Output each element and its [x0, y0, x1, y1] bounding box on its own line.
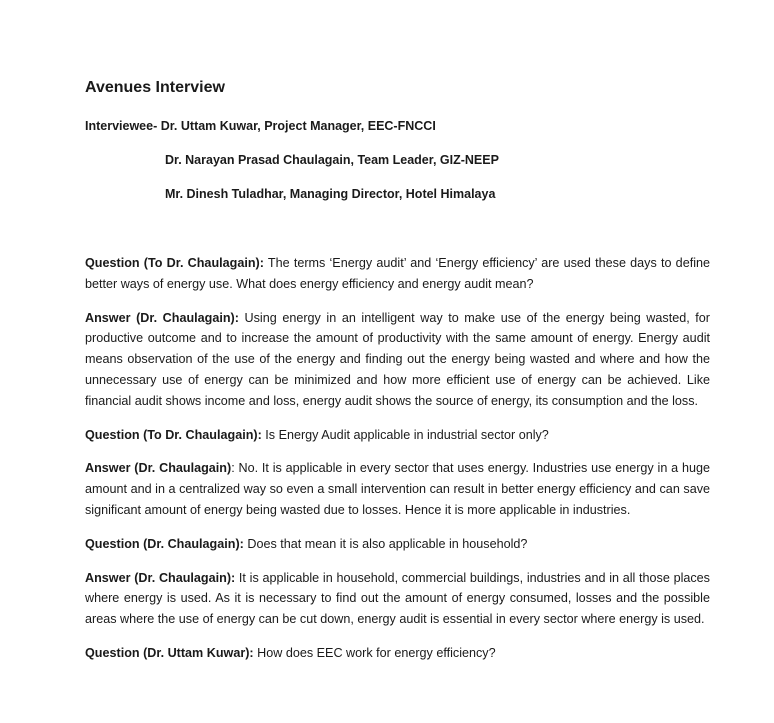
answer-paragraph — [85, 568, 710, 630]
interviewee-line: Mr. Dinesh Tuladhar, Managing Director, Hotel Himalaya — [165, 187, 496, 201]
speaker-label: Answer (Dr. Chaulagain) — [85, 461, 232, 476]
document-title: Avenues Interview — [85, 79, 225, 96]
paragraph-text: The terms ‘Energy audit’ and ‘Energy efficiency’ are used these days to define better ways of energy use. What does energy efficiency and energy audit mean? — [85, 256, 710, 291]
paragraph-text: Does that mean it is also applicable in household? — [243, 536, 528, 551]
speaker-label: Question (To Dr. Chaulagain): — [85, 427, 262, 442]
interview-body — [85, 253, 710, 677]
paragraph-text: How does EEC work for energy efficiency? — [253, 645, 496, 660]
paragraph-text: : No. It is applicable in every sector that uses energy. Industries use energy in a huge amount and in a centralized way so even a small intervention can result in better energy efficiency and can save significant amount of energy being wasted due to losses. Hence it is more applicable in industries. — [85, 461, 710, 517]
speaker-label: Question (Dr. Chaulagain): — [85, 536, 244, 551]
speaker-label: Question (To Dr. Chaulagain): — [85, 256, 264, 270]
interviewee-list — [85, 118, 710, 220]
speaker-label: Answer (Dr. Chaulagain): — [85, 310, 239, 325]
speaker-label: Answer (Dr. Chaulagain): — [85, 570, 236, 585]
answer-paragraph — [85, 458, 710, 520]
question-paragraph — [85, 643, 710, 664]
answer-paragraph — [85, 308, 710, 412]
paragraph-text: It is applicable in household, commercial buildings, industries and in all those places where energy is used. As it is necessary to find out the amount of energy consumed, losses and the possible areas where the use of energy can be cut down, energy audit is essential in every sector where energy is used. — [85, 570, 710, 627]
interviewee-line: Dr. Narayan Prasad Chaulagain, Team Leader, GIZ-NEEP — [165, 153, 499, 167]
paragraph-text: Using energy in an intelligent way to make use of the energy being wasted, for productive outcome and to increase the amount of productivity with the same amount of energy. Energy audit means observation of the use of the energy and finding out the energy being wasted and where and how the unnecessary use of energy can be minimized and how more efficient use of energy can be achieved. Like financial audit shows income and loss, energy audit shows the source of energy, its consumption and the loss. — [85, 310, 710, 408]
question-paragraph — [85, 534, 710, 555]
interviewee-line: Interviewee- Dr. Uttam Kuwar, Project Manager, EEC-FNCCI — [85, 119, 436, 133]
speaker-label: Question (Dr. Uttam Kuwar): — [85, 645, 254, 660]
paragraph-text: Is Energy Audit applicable in industrial sector only? — [261, 427, 549, 442]
question-paragraph — [85, 425, 710, 446]
question-paragraph — [85, 253, 710, 295]
